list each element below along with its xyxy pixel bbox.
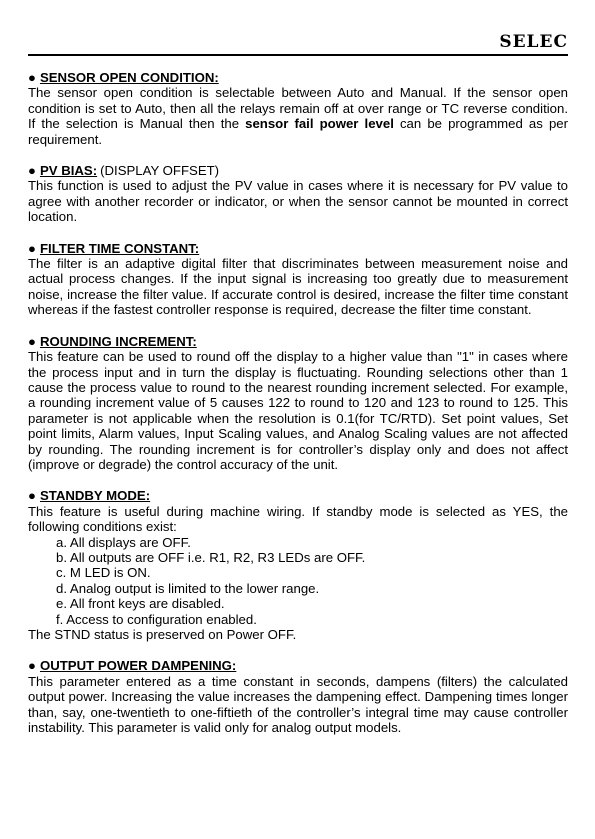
section-title: ROUNDING INCREMENT: — [39, 333, 197, 349]
conditions-list — [28, 535, 568, 627]
bullet-icon: ● — [28, 488, 36, 504]
section-paragraph: This feature is useful during machine wiring. If standby mode is selected as YES, the following conditions exist: — [28, 503, 568, 535]
list-item: f. Access to configuration enabled. — [56, 611, 257, 627]
section-heading — [28, 241, 568, 256]
document-body — [28, 70, 568, 751]
section-rounding-increment — [28, 334, 568, 473]
list-item: e. All front keys are disabled. — [56, 596, 225, 612]
section-title: FILTER TIME CONSTANT: — [39, 240, 200, 256]
list-item: b. All outputs are OFF i.e. R1, R2, R3 LEDs are OFF. — [56, 549, 366, 565]
bullet-icon: ● — [28, 240, 36, 256]
bullet-icon: ● — [28, 163, 36, 179]
section-title: PV BIAS: — [39, 163, 98, 179]
section-paragraph: This feature can be used to round off the display to a higher value than "1" in cases where the process input and in turn the display is fluctuating. Rounding selections other than 1 cause the process value to round to the nearest rounding increment selected. For example, a rounding increment value of 5 causes 122 to round to 120 and 123 to round to 125. This parameter is not applicable when the resolution is 0.1(for TC/RTD). Set point values, Set point limits, Alarm values, Input Scaling values, and Analog Scaling values are not affected by rounding. The rounding increment is for controller’s display only and does not affect (improve or degrade) the control accuracy of the unit. — [28, 349, 568, 472]
section-heading — [28, 163, 568, 178]
section-paragraph: The filter is an adaptive digital filter that discriminates between measurement noise and actual process changes. If the input signal is increasing too greatly due to measurement noise, increase the filter value. If accurate control is desired, increase the filter time constant whereas if the fastest controller response is required, decrease the filter time constant. — [28, 256, 568, 318]
section-footer-note: The STND status is preserved on Power OFF. — [28, 627, 297, 642]
page-header — [28, 32, 568, 56]
bullet-icon: ● — [28, 70, 36, 85]
list-item: d. Analog output is limited to the lower range. — [56, 580, 320, 596]
section-paragraph: This function is used to adjust the PV value in cases where it is necessary for PV value to agree with another recorder or indicator, or when the sensor cannot be mounted in correct location. — [28, 178, 568, 225]
section-title-suffix: (DISPLAY OFFSET) — [100, 163, 220, 179]
section-heading — [28, 488, 568, 503]
selec-logo: SELEC — [499, 32, 568, 52]
bullet-icon: ● — [28, 658, 36, 674]
list-item: a. All displays are OFF. — [56, 534, 191, 550]
bullet-icon: ● — [28, 333, 36, 349]
list-item: c. M LED is ON. — [56, 565, 151, 581]
section-title: OUTPUT POWER DAMPENING: — [39, 658, 237, 674]
header-rule — [28, 54, 568, 56]
section-pv-bias — [28, 163, 568, 225]
section-heading — [28, 334, 568, 349]
paragraph-bold-text: sensor fail power level — [245, 116, 394, 132]
section-standby-mode — [28, 488, 568, 642]
section-sensor-open-condition — [28, 70, 568, 147]
section-heading — [28, 70, 568, 85]
section-paragraph: This parameter entered as a time constant in seconds, dampens (filters) the calculated output power. Increasing the value increases the dampening effect. Dampening times longer than, say, one-twentieth to one-fiftieth of the controller’s integral time may cause controller instability. This parameter is valid only for analog output models. — [28, 673, 568, 736]
section-output-power-dampening — [28, 658, 568, 735]
section-title: STANDBY MODE: — [39, 488, 151, 504]
section-heading — [28, 658, 568, 673]
paragraph-text: The sensor open condition is selectable between Auto and Manual. If the sensor open condition is set to Auto, then all the relays remain off at over range or TC reverse condition. If the selection is Manual then the — [28, 85, 568, 132]
section-paragraph — [28, 85, 568, 147]
paragraph-text: can be programmed as per requirement. — [28, 116, 569, 147]
section-filter-time-constant — [28, 241, 568, 318]
section-title: SENSOR OPEN CONDITION: — [39, 70, 219, 85]
